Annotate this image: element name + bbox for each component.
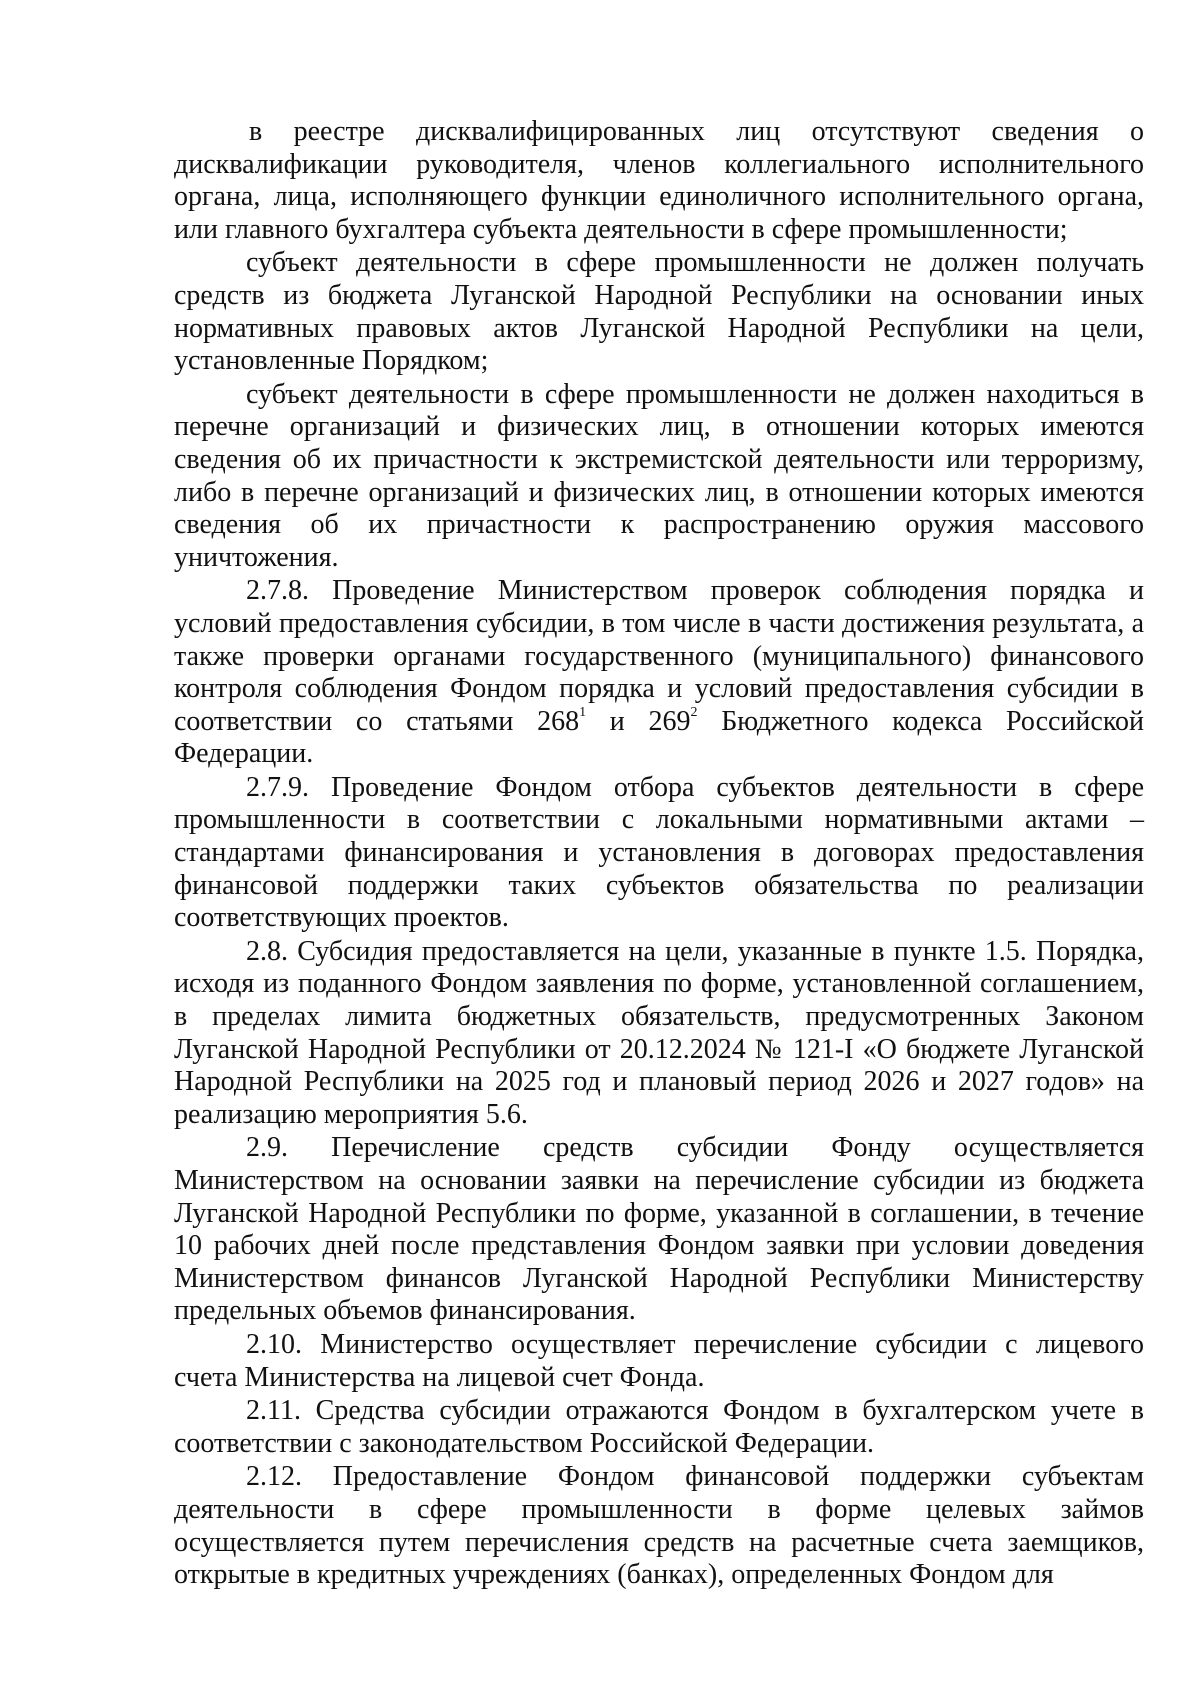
article-269-superscript: 2 — [690, 704, 698, 720]
paragraph-2-7-8-text-part3: Бюджетного кодекса Российской Федерации. — [174, 705, 1145, 770]
document-body — [174, 116, 1144, 1592]
paragraph-extremism-lists: субъект деятельности в сфере промышленности не должен находиться в перечне организаций и физических лиц, в отношении которых имеются сведения об их причастности к экстремистской деятельности или терроризму, либо в перечне организаций и физических лиц, в отношении которых имеются сведения об их причастности к распространению оружия массового уничтожения. — [174, 378, 1144, 573]
paragraph-2-10: 2.10. Министерство осуществляет перечисление субсидии с лицевого счета Министерства на лицевой счет Фонда. — [174, 1328, 1144, 1393]
paragraph-2-7-8-text-part2: и 269 — [586, 705, 691, 737]
paragraph-2-7-8-text-part1: 2.7.8. Проведение Министерством проверок соблюдения порядка и условий предоставления субсидии, в том числе в части достижения результата, а также проверки органами государственного (муниципального) финансового контроля соблюдения Фондом порядка и условий предоставления субсидии в соответствии со статьями 268 — [174, 575, 1144, 737]
paragraph-2-11: 2.11. Средства субсидии отражаются Фондом в бухгалтерском учете в соответствии с законодательством Российской Федерации. — [174, 1395, 1144, 1459]
paragraph-no-other-funds: субъект деятельности в сфере промышленности не должен получать средств из бюджета Луганской Народной Республики на основании иных нормативных правовых актов Луганской Народной Республики на цели, установленные Порядком; — [174, 247, 1144, 377]
paragraph-2-12: 2.12. Предоставление Фондом финансовой поддержки субъектам деятельности в сфере промышленности в форме целевых займов осуществляется путем перечисления средств на расчетные счета заемщиков, открытые в кредитных учреждениях (банках), определенных Фондом для — [174, 1461, 1144, 1591]
paragraph-2-8: 2.8. Субсидия предоставляется на цели, указанные в пункте 1.5. Порядка, исходя из поданного Фондом заявления по форме, установленной соглашением, в пределах лимита бюджетных обязательств, предусмотренных Законом Луганской Народной Республики от 20.12.2024 № 121-I «О бюджете Луганской Народной Республики на 2025 год и плановый период 2026 и 2027 годов» на реализацию мероприятия 5.6. — [174, 935, 1144, 1130]
article-268-superscript: 1 — [579, 704, 587, 720]
paragraph-2-7-9: 2.7.9. Проведение Фондом отбора субъектов деятельности в сфере промышленности в соответствии с локальными нормативными актами – стандартами финансирования и установления в договорах предоставления финансовой поддержки таких субъектов обязательства по реализации соответствующих проектов. — [174, 771, 1144, 934]
paragraph-disqualified-registry: в реестре дисквалифицированных лиц отсутствуют сведения о дисквалификации руководителя, членов коллегиального исполнительного органа, лица, исполняющего функции единоличного исполнительного органа, или главного бухгалтера субъекта деятельности в сфере промышленности; — [174, 116, 1144, 245]
paragraph-2-7-8 — [174, 575, 1144, 771]
paragraph-2-9: 2.9. Перечисление средств субсидии Фонду осуществляется Министерством на основании заявки на перечисление субсидии из бюджета Луганской Народной Республики по форме, указанной в соглашении, в течение 10 рабочих дней после представления Фондом заявки при условии доведения Министерством финансов Луганской Народной Республики Министерству предельных объемов финансирования. — [174, 1132, 1144, 1327]
